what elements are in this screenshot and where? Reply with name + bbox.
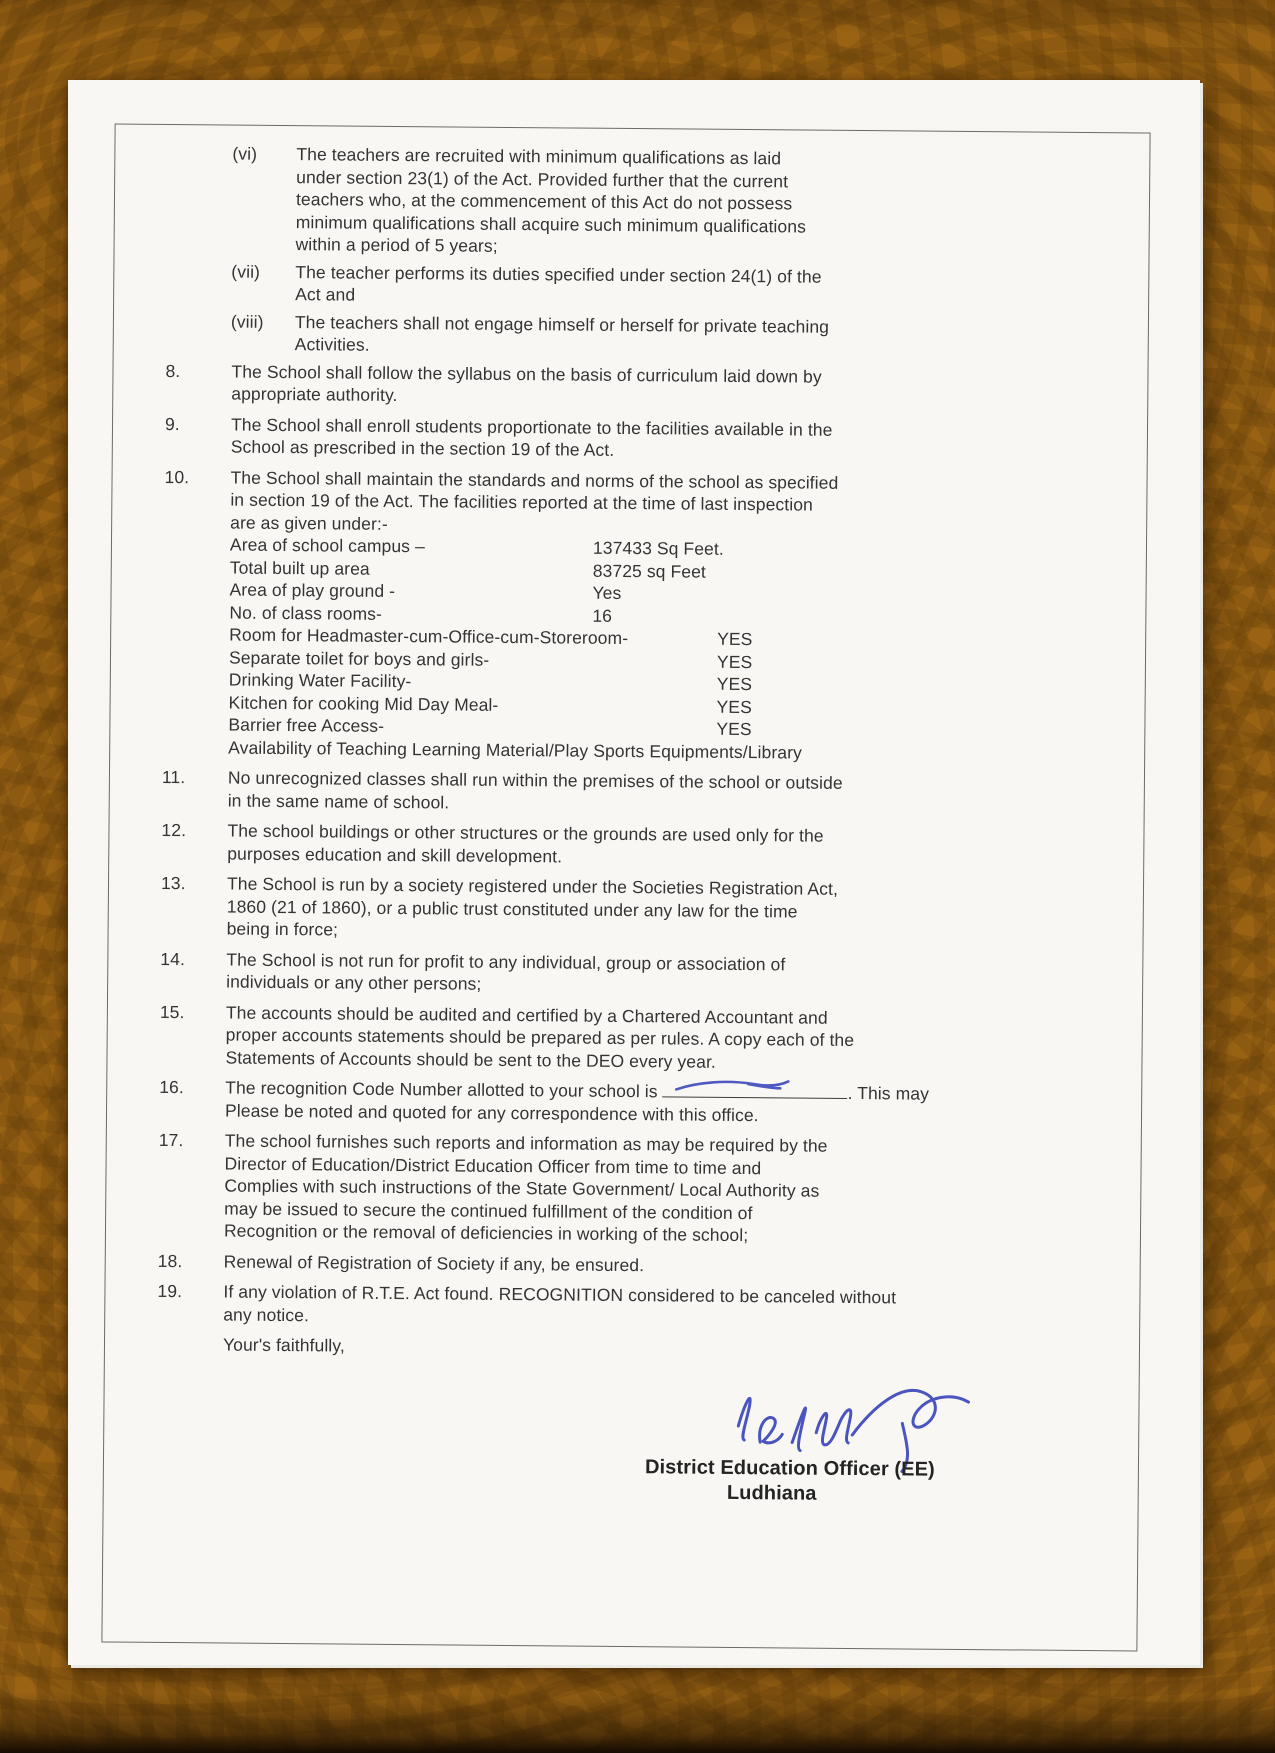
list-item: [113, 359, 1147, 413]
text-line: The teachers shall not engage himself or herself for private teaching: [294, 311, 830, 337]
signature-block: [580, 1455, 1000, 1509]
facility-value: YES: [716, 696, 752, 717]
signatory-title: District Education Officer (EE): [644, 1456, 935, 1481]
item-text: [295, 261, 1148, 313]
item-number: 11.: [161, 766, 186, 788]
list-item: [109, 818, 1143, 872]
text-line: The School is not run for profit to any individual, group or association of: [226, 949, 786, 974]
text-segment: The recognition Code Number allotted to your school is: [225, 1077, 663, 1102]
facility-value: YES: [716, 718, 752, 740]
facility-label: Room for Headmaster-cum-Office-cum-Storeroom-: [229, 624, 629, 649]
text-line: in the same name of school.: [227, 790, 450, 812]
text-line: No unrecognized classes shall run within the premises of the school or outside: [227, 767, 843, 793]
item-text: [224, 1250, 1140, 1280]
facility-value: 137433 Sq Feet.: [592, 537, 724, 559]
facility-label: Area of play ground -: [229, 579, 396, 601]
pen-mark-icon: [669, 1072, 801, 1099]
facility-value: YES: [716, 673, 753, 695]
text-line: in section 19 of the Act. The facilities reported at the time of last inspection: [230, 489, 814, 515]
closing-salutation: Your's faithfully,: [222, 1334, 345, 1356]
text-line: purposes education and skill development.: [227, 843, 563, 866]
facilities-note: Availability of Teaching Learning Material/Play Sports Equipments/Library: [228, 737, 803, 763]
page-border: [101, 124, 1150, 1652]
item-number: 8.: [165, 360, 181, 381]
text-line: proper accounts statements should be prepared as per rules. A copy each of the: [225, 1024, 855, 1050]
text-line: teachers who, at the commencement of this Act do not possess: [295, 189, 793, 214]
facility-value: 83725 sq Feet: [592, 560, 707, 582]
text-line: minimum qualifications shall acquire such minimum qualifications: [295, 211, 807, 237]
text-line: appropriate authority.: [231, 383, 398, 405]
item-text: [295, 311, 1148, 363]
text-line: Activities.: [294, 334, 370, 355]
text-line: 1860 (21 of 1860), or a public trust constituted under any law for the time: [226, 896, 798, 921]
item-number: 14.: [160, 948, 186, 969]
item-number: 17.: [158, 1129, 184, 1151]
item-text: [225, 1077, 1141, 1130]
text-segment: . This may: [847, 1082, 930, 1104]
list-item: [109, 871, 1144, 948]
text-line: The school buildings or other structures or the grounds are used only for the: [227, 820, 824, 846]
text-line: being in force;: [226, 918, 339, 940]
text-line: Renewal of Registration of Society if any, be ensured.: [223, 1251, 645, 1275]
item-text: [224, 1130, 1141, 1250]
item-number: 10.: [164, 466, 190, 487]
main-list: [105, 359, 1147, 1333]
text-line: Recognition or the removal of deficiencies in working of the school;: [223, 1220, 749, 1246]
list-item: [113, 412, 1147, 466]
list-item: [108, 947, 1142, 1001]
facility-label: Drinking Water Facility-: [228, 669, 412, 692]
list-item: [107, 1000, 1142, 1077]
text-line: The school furnishes such reports and information as may be required by the: [224, 1130, 828, 1156]
item-number: (vi): [232, 143, 258, 164]
facility-value: 16: [592, 605, 613, 626]
list-item: [107, 1075, 1141, 1129]
item-number: (vii): [231, 261, 261, 282]
text-line: within a period of 5 years;: [295, 234, 498, 256]
item-text: [227, 873, 1144, 948]
item-text: [225, 1001, 1142, 1076]
facility-value: YES: [716, 651, 753, 672]
facility-label: Barrier free Access-: [228, 714, 385, 736]
letter-content: [102, 125, 1149, 1651]
text-line: individuals or any other persons;: [226, 971, 482, 994]
text-line: The School shall enroll students proportionate to the facilities available in the: [230, 414, 833, 440]
document-page: [68, 80, 1200, 1665]
signatory-location: Ludhiana: [726, 1481, 817, 1505]
text-line: are as given under:-: [230, 512, 388, 534]
item-text: [223, 1281, 1139, 1334]
item-number: 9.: [164, 413, 180, 434]
list-item: [110, 465, 1147, 767]
item-text: [231, 360, 1147, 413]
text-line: The School shall maintain the standards and norms of the school as specified: [230, 467, 839, 493]
text-line: Complies with such instructions of the State Government/ Local Authority as: [224, 1175, 820, 1201]
text-line: may be issued to secure the continued fulfillment of the condition of: [224, 1198, 753, 1223]
list-item: [114, 259, 1148, 313]
list-item: [114, 309, 1148, 363]
facility-value: Yes: [592, 582, 622, 603]
text-line: any notice.: [223, 1304, 310, 1325]
blank-code-field: [663, 1082, 848, 1099]
facility-label: Separate toilet for boys and girls-: [228, 647, 490, 670]
item-text: [228, 466, 1147, 766]
item-number: 15.: [159, 1001, 185, 1022]
item-number: 18.: [157, 1250, 183, 1271]
item-text: [226, 948, 1142, 1001]
text-line: under section 23(1) of the Act. Provided further that the current: [296, 166, 789, 191]
item-number: 19.: [157, 1280, 183, 1302]
facility-value: YES: [717, 628, 753, 650]
text-line: The School shall follow the syllabus on the basis of curriculum laid down by: [231, 361, 822, 387]
item-number: 13.: [160, 872, 186, 894]
facility-label: Total built up area: [229, 557, 370, 579]
text-line: The teachers are recruited with minimum qualifications as laid: [296, 144, 782, 169]
text-line: If any violation of R.T.E. Act found. RECOGNITION considered to be canceled without: [223, 1281, 897, 1308]
list-item: [105, 1279, 1139, 1333]
text-line: The School is run by a society registered under the Societies Registration Act,: [226, 873, 839, 899]
text-line: Please be noted and quoted for any correspondence with this office.: [224, 1100, 759, 1125]
item-number: 16.: [159, 1076, 184, 1098]
list-item: [106, 1128, 1141, 1250]
item-text: [228, 767, 1144, 820]
facility-label: Kitchen for cooking Mid Day Meal-: [228, 692, 499, 715]
text-line: The teacher performs its duties specified under section 24(1) of the: [295, 261, 822, 287]
item-text: [296, 143, 1150, 263]
list-item: [110, 765, 1144, 819]
item-text: [227, 820, 1143, 873]
item-number: (viii): [230, 311, 264, 332]
sub-list: [114, 142, 1150, 364]
text-line: Statements of Accounts should be sent to the DEO every year.: [225, 1047, 717, 1072]
item-number: 12.: [161, 819, 187, 841]
facility-label: Area of school campus –: [229, 534, 425, 557]
text-line: School as prescribed in the section 19 of the Act.: [230, 436, 615, 460]
text-line: The accounts should be audited and certified by a Chartered Accountant and: [225, 1002, 828, 1028]
item-text: [231, 413, 1147, 466]
text-line: Director of Education/District Education Officer from time to time and: [224, 1153, 762, 1178]
list-item: [106, 1249, 1140, 1281]
list-item: [115, 142, 1150, 264]
text-line: Act and: [295, 284, 356, 305]
facility-label: No. of class rooms-: [229, 602, 383, 624]
